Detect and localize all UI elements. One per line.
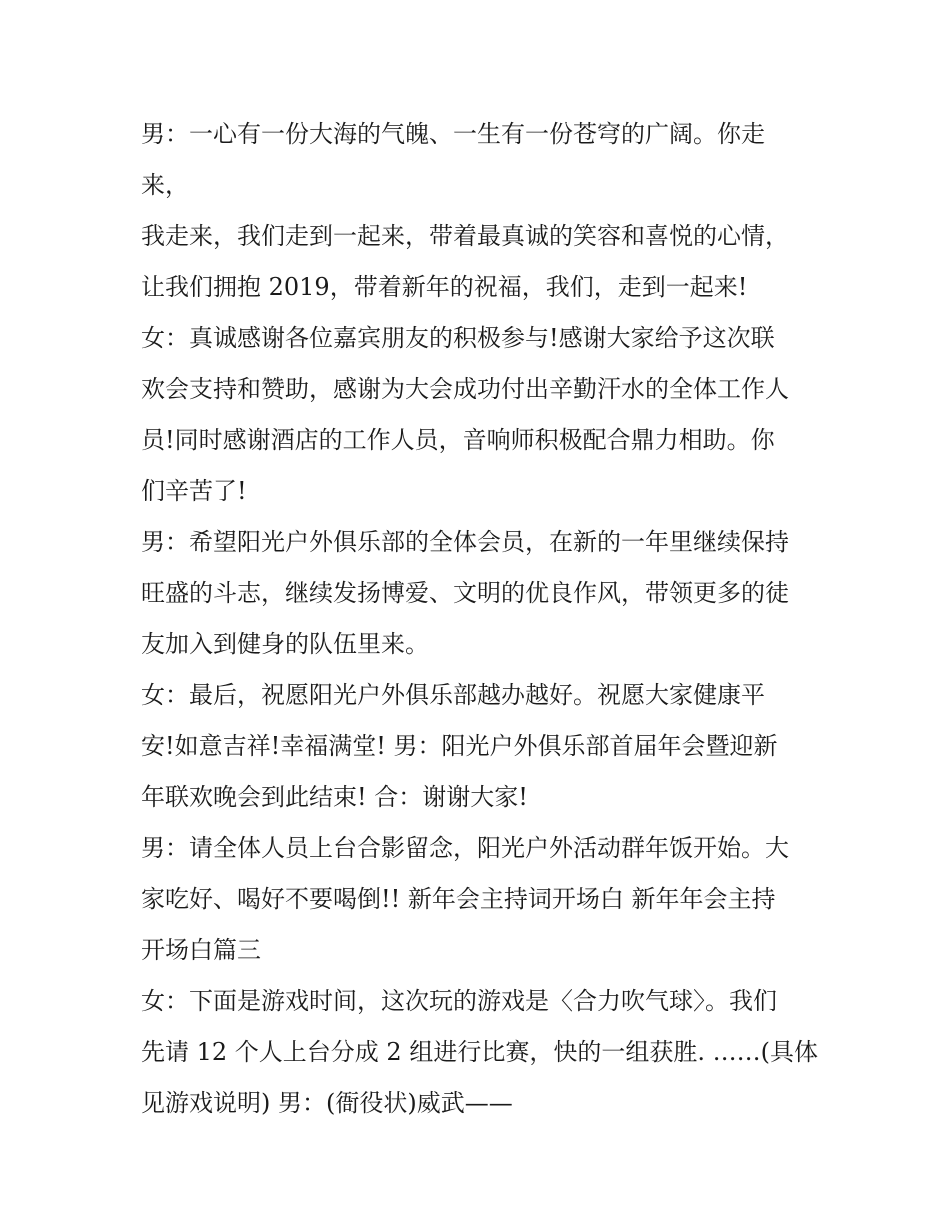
- text-line: 女：下面是游戏时间，这次玩的游戏是〈合力吹气球〉。我们: [141, 987, 777, 1015]
- text-line: 男：一心有一份大海的气魄、一生有一份苍穹的广阔。你走: [141, 120, 765, 148]
- text-line: 们辛苦了!: [141, 477, 247, 505]
- text-line: 让我们拥抱 2019，带着新年的祝福，我们，走到一起来!: [141, 273, 748, 301]
- text-line: 先请 12 个人上台分成 2 组进行比赛，快的一组获胜. ……(具体: [141, 1038, 818, 1066]
- text-line: 来，: [141, 171, 189, 199]
- text-line: 见游戏说明) 男：(衙役状)威武——: [141, 1089, 513, 1117]
- text-line: 安!如意吉祥!幸福满堂! 男：阳光户外俱乐部首届年会暨迎新: [141, 732, 778, 760]
- text-line: 员!同时感谢酒店的工作人员，音响师积极配合鼎力相助。你: [141, 426, 775, 454]
- text-line: 我走来，我们走到一起来，带着最真诚的笑容和喜悦的心情，: [141, 222, 789, 250]
- document-body: [141, 109, 821, 1129]
- text-line: 女：最后，祝愿阳光户外俱乐部越办越好。祝愿大家健康平: [141, 681, 765, 709]
- text-line: 欢会支持和赞助，感谢为大会成功付出辛勤汗水的全体工作人: [141, 375, 789, 403]
- text-line: 开场白篇三: [141, 936, 261, 964]
- text-line: 友加入到健身的队伍里来。: [141, 630, 429, 658]
- text-line: 旺盛的斗志，继续发扬博爱、文明的优良作风，带领更多的徒: [141, 579, 789, 607]
- text-line: 家吃好、喝好不要喝倒!! 新年会主持词开场白 新年年会主持: [141, 885, 776, 913]
- text-line: 男：希望阳光户外俱乐部的全体会员，在新的一年里继续保持: [141, 528, 789, 556]
- text-line: 年联欢晚会到此结束! 合：谢谢大家!: [141, 783, 528, 811]
- text-line: 男：请全体人员上台合影留念，阳光户外活动群年饭开始。大: [141, 834, 789, 862]
- text-line: 女：真诚感谢各位嘉宾朋友的积极参与!感谢大家给予这次联: [141, 324, 775, 352]
